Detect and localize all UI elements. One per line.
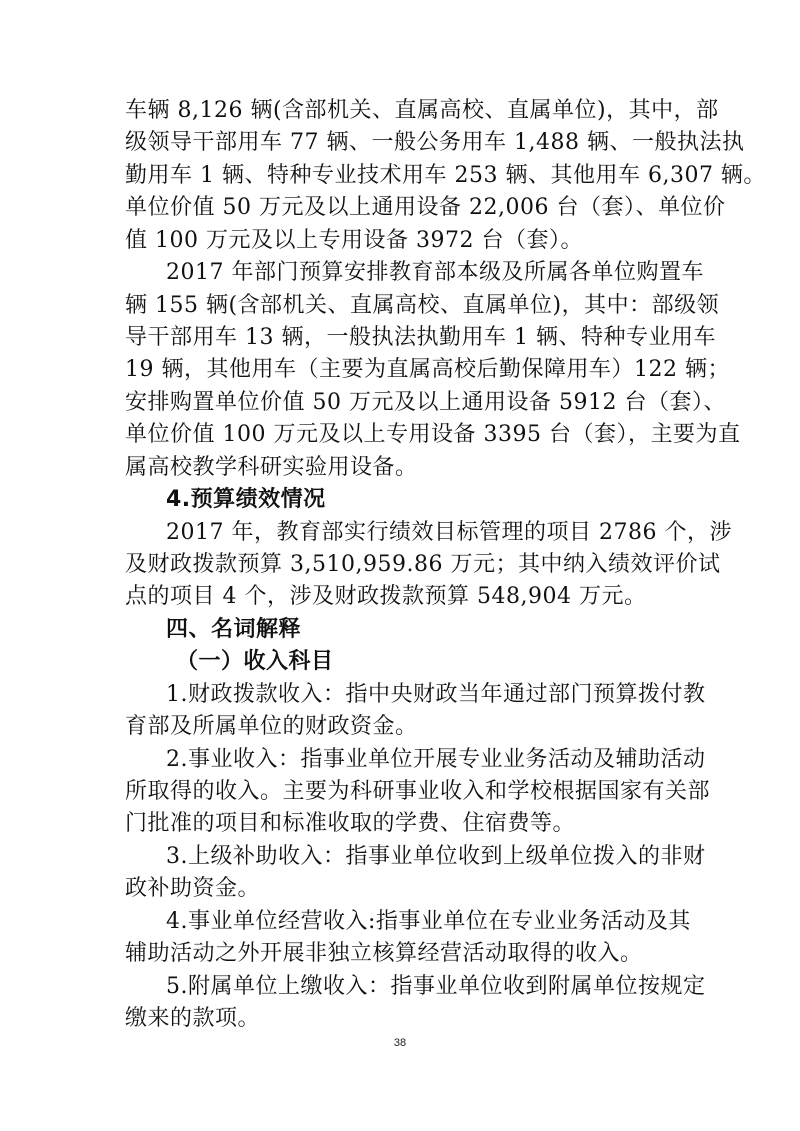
paragraph-line: 辆 155 辆(含部机关、直属高校、直属单位)，其中：部级领 xyxy=(125,293,720,318)
section-heading: 4.预算绩效情况 xyxy=(166,487,326,512)
paragraph-line: 缴来的款项。 xyxy=(125,1006,261,1031)
paragraph-line: 5.附属单位上缴收入：指事业单位收到附属单位按规定 xyxy=(166,974,706,999)
paragraph-line: 2.事业收入：指事业单位开展专业业务活动及辅助活动 xyxy=(166,747,706,772)
paragraph-line: 级领导干部用车 77 辆、一般公务用车 1,488 辆、一般执法执 xyxy=(125,130,745,155)
subsection-heading: （一）收入科目 xyxy=(176,649,334,674)
paragraph-line: 政补助资金。 xyxy=(125,876,261,901)
paragraph-line: 单位价值 100 万元及以上专用设备 3395 台（套），主要为直 xyxy=(125,422,741,447)
paragraph-line: 值 100 万元及以上专用设备 3972 台（套）。 xyxy=(125,228,583,253)
paragraph-line: 2017 年，教育部实行绩效目标管理的项目 2786 个，涉 xyxy=(166,520,732,545)
paragraph-line: 属高校教学科研实验用设备。 xyxy=(125,455,418,480)
paragraph-line: 点的项目 4 个，涉及财政拨款预算 548,904 万元。 xyxy=(125,584,647,609)
paragraph-line: 3.上级补助收入：指事业单位收到上级单位拨入的非财 xyxy=(166,844,706,869)
paragraph-line: 4.事业单位经营收入:指事业单位在专业业务活动及其 xyxy=(166,909,691,934)
paragraph-line: 安排购置单位价值 50 万元及以上通用设备 5912 台（套）、 xyxy=(125,390,726,415)
paragraph-line: 门批准的项目和标准收取的学费、住宿费等。 xyxy=(125,811,576,836)
paragraph-line: 19 辆，其他用车（主要为直属高校后勤保障用车）122 辆； xyxy=(125,357,730,382)
paragraph-line: 育部及所属单位的财政资金。 xyxy=(125,714,418,739)
paragraph-line: 单位价值 50 万元及以上通用设备 22,006 台（套）、单位价 xyxy=(125,195,726,220)
paragraph-line: 勤用车 1 辆、特种专业技术用车 253 辆、其他用车 6,307 辆。 xyxy=(125,163,766,188)
section-heading: 四、名词解释 xyxy=(166,617,302,642)
paragraph-line: 所取得的收入。主要为科研事业收入和学校根据国家有关部 xyxy=(125,779,711,804)
paragraph-line: 车辆 8,126 辆(含部机关、直属高校、直属单位)，其中，部 xyxy=(125,98,719,123)
paragraph-line: 及财政拨款预算 3,510,959.86 万元；其中纳入绩效评价试 xyxy=(125,552,721,577)
page-number: 38 xyxy=(393,1037,407,1049)
paragraph-line: 辅助活动之外开展非独立核算经营活动取得的收入。 xyxy=(125,941,643,966)
paragraph-line: 2017 年部门预算安排教育部本级及所属各单位购置车 xyxy=(166,260,704,285)
paragraph-line: 1.财政拨款收入：指中央财政当年通过部门预算拨付教 xyxy=(166,682,706,707)
paragraph-line: 导干部用车 13 辆，一般执法执勤用车 1 辆、特种专业用车 xyxy=(125,325,716,350)
